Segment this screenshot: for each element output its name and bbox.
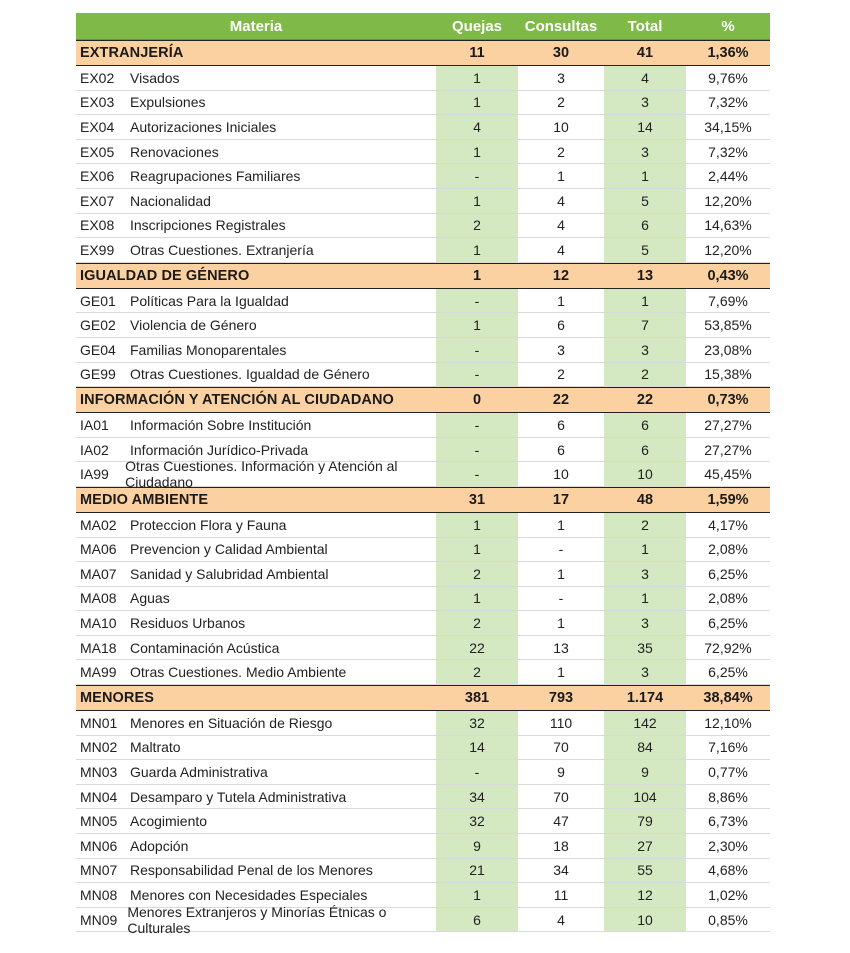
- item-materia: [76, 785, 436, 809]
- item-code: MA10: [80, 615, 117, 632]
- category-percent: 1,36%: [707, 45, 749, 61]
- table-row: [76, 91, 770, 116]
- item-materia: [76, 313, 436, 337]
- item-code: MN06: [80, 837, 118, 854]
- category-row: [76, 685, 770, 711]
- item-code: EX04: [80, 118, 115, 135]
- table-row: [76, 413, 770, 438]
- item-name: Otras Cuestiones. Extranjería: [130, 241, 314, 258]
- item-consultas: 70: [553, 788, 569, 805]
- item-name: Otras Cuestiones. Igualdad de Género: [130, 366, 370, 383]
- category-name: INFORMACIÓN Y ATENCIÓN AL CIUDADANO: [80, 392, 394, 409]
- item-name: Responsabilidad Penal de los Menores: [130, 862, 373, 879]
- item-total: 84: [604, 736, 686, 760]
- item-name: Proteccion Flora y Fauna: [130, 516, 287, 533]
- item-consultas: -: [558, 590, 564, 607]
- category-name: MENORES: [80, 690, 155, 707]
- item-consultas: 11: [553, 887, 569, 904]
- item-materia: [76, 513, 436, 537]
- item-name: Aguas: [130, 590, 170, 607]
- table-row: [76, 513, 770, 538]
- item-name: Prevencion y Calidad Ambiental: [130, 541, 328, 558]
- item-percent: 27,27%: [704, 441, 752, 458]
- item-quejas: 14: [436, 736, 518, 760]
- item-total: 4: [604, 66, 686, 90]
- item-name: Renovaciones: [130, 143, 219, 160]
- item-percent: 7,32%: [708, 94, 748, 111]
- item-total: 5: [604, 189, 686, 213]
- item-quejas: 1: [436, 91, 518, 115]
- item-materia: [76, 587, 436, 611]
- table-row: [76, 189, 770, 214]
- item-code: EX03: [80, 94, 115, 111]
- item-consultas: 4: [557, 217, 565, 234]
- header-quejas: Quejas: [451, 17, 503, 35]
- table-row: [76, 289, 770, 314]
- item-materia: [76, 214, 436, 238]
- item-quejas: 1: [436, 313, 518, 337]
- item-percent: 2,44%: [708, 168, 748, 185]
- item-percent: 6,25%: [708, 664, 748, 681]
- item-consultas: 1: [557, 565, 565, 582]
- item-total: 2: [604, 363, 686, 387]
- item-code: MN07: [80, 862, 118, 879]
- table-row: [76, 809, 770, 834]
- item-percent: 7,32%: [708, 143, 748, 160]
- table-row: [76, 760, 770, 785]
- item-materia: [76, 289, 436, 313]
- item-consultas: 1: [557, 516, 565, 533]
- category-percent: 0,73%: [707, 392, 749, 409]
- item-percent: 8,86%: [708, 788, 748, 805]
- item-materia: [76, 189, 436, 213]
- item-consultas: 70: [553, 739, 569, 756]
- item-materia: [76, 140, 436, 164]
- item-percent: 1,02%: [708, 887, 748, 904]
- item-total: 35: [604, 636, 686, 660]
- item-total: 1: [604, 289, 686, 313]
- item-percent: 7,16%: [708, 739, 748, 756]
- item-percent: 9,76%: [708, 69, 748, 86]
- item-total: 1: [604, 587, 686, 611]
- item-quejas: 4: [436, 115, 518, 139]
- item-percent: 15,38%: [704, 366, 752, 383]
- item-materia: [76, 115, 436, 139]
- item-name: Políticas Para la Igualdad: [130, 292, 289, 309]
- table-header: [76, 13, 770, 40]
- item-quejas: 1: [436, 513, 518, 537]
- item-percent: 6,25%: [708, 615, 748, 632]
- item-name: Guarda Administrativa: [130, 764, 268, 781]
- item-quejas: -: [436, 164, 518, 188]
- item-name: Desamparo y Tutela Administrativa: [130, 788, 347, 805]
- item-consultas: 47: [553, 813, 569, 830]
- item-code: MA07: [80, 565, 117, 582]
- item-quejas: 21: [436, 859, 518, 883]
- category-quejas: 1: [472, 267, 482, 284]
- item-code: EX08: [80, 217, 115, 234]
- item-total: 5: [604, 238, 686, 262]
- item-name: Sanidad y Salubridad Ambiental: [130, 565, 329, 582]
- item-code: GE04: [80, 341, 116, 358]
- item-consultas: 10: [553, 466, 569, 483]
- table-row: [76, 338, 770, 363]
- table-row: [76, 636, 770, 661]
- item-materia: [76, 611, 436, 635]
- item-percent: 23,08%: [704, 341, 752, 358]
- item-code: MA02: [80, 516, 117, 533]
- item-total: 6: [604, 214, 686, 238]
- item-consultas: 110: [549, 714, 573, 731]
- item-quejas: -: [436, 289, 518, 313]
- item-total: 6: [604, 438, 686, 462]
- table-row: [76, 66, 770, 91]
- item-name: Adopción: [130, 837, 189, 854]
- item-name: Otras Cuestiones. Medio Ambiente: [130, 664, 347, 681]
- item-quejas: -: [436, 462, 518, 486]
- item-percent: 0,85%: [708, 911, 748, 928]
- item-total: 14: [604, 115, 686, 139]
- item-percent: 27,27%: [704, 416, 752, 433]
- table-row: [76, 538, 770, 563]
- item-consultas: 3: [557, 69, 565, 86]
- category-percent: 1,59%: [707, 491, 749, 508]
- item-quejas: 1: [436, 587, 518, 611]
- item-consultas: 1: [557, 664, 565, 681]
- item-materia: [76, 903, 436, 936]
- table-row: [76, 562, 770, 587]
- item-name: Nacionalidad: [130, 192, 211, 209]
- item-total: 1: [604, 538, 686, 562]
- item-percent: 0,77%: [708, 764, 748, 781]
- item-percent: 6,25%: [708, 565, 748, 582]
- item-name: Menores en Situación de Riesgo: [130, 714, 333, 731]
- item-percent: 4,17%: [708, 516, 748, 533]
- item-consultas: 6: [557, 317, 565, 334]
- item-name: Información Sobre Institución: [130, 416, 312, 433]
- item-code: MN05: [80, 813, 118, 830]
- item-percent: 7,69%: [708, 292, 748, 309]
- item-name: Familias Monoparentales: [130, 341, 287, 358]
- table-row: [76, 115, 770, 140]
- table-row: [76, 660, 770, 685]
- item-percent: 14,63%: [704, 217, 752, 234]
- item-consultas: 1: [557, 168, 565, 185]
- table-row: [76, 140, 770, 165]
- item-percent: 2,08%: [708, 541, 748, 558]
- item-total: 3: [604, 562, 686, 586]
- item-materia: [76, 809, 436, 833]
- item-name: Violencia de Género: [130, 317, 257, 334]
- item-consultas: 3: [557, 341, 565, 358]
- category-name: EXTRANJERÍA: [80, 45, 184, 61]
- item-total: 3: [604, 338, 686, 362]
- item-materia: [76, 562, 436, 586]
- table-row: [76, 785, 770, 810]
- item-total: 2: [604, 513, 686, 537]
- item-materia: [76, 413, 436, 437]
- category-percent: 38,84%: [703, 690, 753, 707]
- item-quejas: 2: [436, 562, 518, 586]
- item-code: MN04: [80, 788, 118, 805]
- category-consultas: 30: [552, 45, 570, 61]
- statistics-table: [76, 13, 770, 936]
- category-quejas: 31: [468, 491, 486, 508]
- table-row: [76, 834, 770, 859]
- item-consultas: 10: [553, 118, 569, 135]
- table-row: [76, 164, 770, 189]
- item-code: MN08: [80, 887, 118, 904]
- item-consultas: 4: [557, 241, 565, 258]
- category-row: [76, 263, 770, 289]
- item-code: EX06: [80, 168, 115, 185]
- category-name: MEDIO AMBIENTE: [80, 491, 209, 508]
- item-materia: [76, 91, 436, 115]
- item-quejas: 1: [436, 140, 518, 164]
- item-code: MA18: [80, 639, 117, 656]
- item-quejas: 1: [436, 66, 518, 90]
- item-consultas: -: [558, 541, 564, 558]
- item-name: Información Jurídico-Privada: [130, 441, 309, 458]
- item-name: Otras Cuestiones. Información y Atención al Ciudadano: [125, 458, 398, 491]
- item-total: 3: [604, 140, 686, 164]
- item-quejas: -: [436, 413, 518, 437]
- item-name: Menores Extranjeros y Minorías Étnicas o Culturales: [127, 903, 387, 936]
- item-code: IA99: [80, 466, 109, 483]
- header-total: Total: [627, 17, 663, 35]
- item-quejas: 32: [436, 809, 518, 833]
- item-consultas: 4: [557, 192, 565, 209]
- item-name: Autorizaciones Iniciales: [130, 118, 277, 135]
- item-total: 55: [604, 859, 686, 883]
- item-materia: [76, 859, 436, 883]
- item-total: 10: [604, 908, 686, 932]
- table-row: [76, 587, 770, 612]
- table-row: [76, 238, 770, 263]
- category-quejas: 0: [472, 392, 482, 409]
- item-percent: 2,08%: [708, 590, 748, 607]
- item-quejas: 1: [436, 189, 518, 213]
- item-quejas: -: [436, 338, 518, 362]
- item-total: 9: [604, 760, 686, 784]
- item-code: EX99: [80, 241, 115, 258]
- item-total: 104: [604, 785, 686, 809]
- item-code: EX05: [80, 143, 115, 160]
- table-row: [76, 611, 770, 636]
- category-total: 1.174: [626, 690, 664, 707]
- item-materia: [76, 711, 436, 735]
- table-row: [76, 363, 770, 388]
- item-quejas: 2: [436, 660, 518, 684]
- category-percent: 0,43%: [707, 267, 749, 284]
- table-row: [76, 711, 770, 736]
- item-name: Residuos Urbanos: [130, 615, 246, 632]
- item-materia: [76, 66, 436, 90]
- item-name: Maltrato: [130, 739, 181, 756]
- item-name: Expulsiones: [130, 94, 206, 111]
- item-percent: 72,92%: [704, 639, 752, 656]
- table-row: [76, 736, 770, 761]
- item-code: MN09: [80, 911, 118, 928]
- item-materia: [76, 660, 436, 684]
- item-total: 1: [604, 164, 686, 188]
- item-materia: [76, 164, 436, 188]
- item-consultas: 34: [553, 862, 569, 879]
- category-quejas: 381: [464, 690, 490, 707]
- item-percent: 12,20%: [704, 192, 752, 209]
- item-consultas: 6: [557, 416, 565, 433]
- item-percent: 34,15%: [704, 118, 752, 135]
- item-percent: 45,45%: [704, 466, 752, 483]
- item-quejas: 6: [436, 908, 518, 932]
- category-consultas: 22: [552, 392, 570, 409]
- item-percent: 12,10%: [704, 714, 752, 731]
- table-body: [76, 40, 770, 936]
- item-quejas: 2: [436, 611, 518, 635]
- item-code: MA99: [80, 664, 117, 681]
- item-name: Reagrupaciones Familiares: [130, 168, 301, 185]
- item-percent: 2,30%: [708, 837, 748, 854]
- category-quejas: 11: [469, 45, 485, 61]
- item-total: 12: [604, 883, 686, 907]
- header-percent: %: [721, 17, 735, 35]
- item-materia: [76, 538, 436, 562]
- category-consultas: 17: [552, 491, 570, 508]
- category-total: 13: [636, 267, 654, 284]
- item-name: Visados: [130, 69, 180, 86]
- item-code: MN01: [80, 714, 118, 731]
- table-row: [76, 313, 770, 338]
- category-row: [76, 487, 770, 513]
- item-consultas: 18: [553, 837, 569, 854]
- item-code: IA02: [80, 441, 109, 458]
- item-name: Contaminación Acústica: [130, 639, 280, 656]
- table-row: [76, 903, 770, 936]
- header-materia: Materia: [229, 17, 283, 35]
- table-row: [76, 458, 770, 491]
- item-materia: [76, 760, 436, 784]
- category-total: 48: [636, 491, 654, 508]
- item-quejas: -: [436, 760, 518, 784]
- item-consultas: 9: [557, 764, 565, 781]
- item-total: 6: [604, 413, 686, 437]
- item-name: Inscripciones Registrales: [130, 217, 286, 234]
- item-total: 3: [604, 611, 686, 635]
- category-row: [76, 40, 770, 66]
- item-materia: [76, 636, 436, 660]
- item-materia: [76, 363, 436, 387]
- item-code: MN03: [80, 764, 118, 781]
- item-code: GE02: [80, 317, 116, 334]
- item-quejas: 22: [436, 636, 518, 660]
- item-percent: 4,68%: [708, 862, 748, 879]
- item-name: Acogimiento: [130, 813, 208, 830]
- item-total: 27: [604, 834, 686, 858]
- item-consultas: 2: [557, 94, 565, 111]
- item-percent: 12,20%: [704, 241, 752, 258]
- item-consultas: 13: [553, 639, 569, 656]
- item-consultas: 6: [557, 441, 565, 458]
- item-consultas: 1: [557, 615, 565, 632]
- item-materia: [76, 238, 436, 262]
- item-total: 142: [604, 711, 686, 735]
- item-quejas: 9: [436, 834, 518, 858]
- item-quejas: -: [436, 363, 518, 387]
- item-quejas: 34: [436, 785, 518, 809]
- item-percent: 53,85%: [704, 317, 752, 334]
- table-row: [76, 859, 770, 884]
- table-row: [76, 214, 770, 239]
- item-quejas: 2: [436, 214, 518, 238]
- item-quejas: 32: [436, 711, 518, 735]
- item-name: Menores con Necesidades Especiales: [130, 887, 368, 904]
- item-materia: [76, 736, 436, 760]
- item-total: 7: [604, 313, 686, 337]
- category-name: IGUALDAD DE GÉNERO: [80, 267, 250, 284]
- item-total: 3: [604, 91, 686, 115]
- item-consultas: 1: [557, 292, 565, 309]
- category-total: 22: [636, 392, 654, 409]
- item-materia: [76, 834, 436, 858]
- item-consultas: 2: [557, 366, 565, 383]
- item-code: EX07: [80, 192, 115, 209]
- category-total: 41: [636, 45, 654, 61]
- item-code: MA06: [80, 541, 117, 558]
- item-quejas: 1: [436, 538, 518, 562]
- category-consultas: 12: [552, 267, 570, 284]
- item-percent: 6,73%: [708, 813, 748, 830]
- item-code: GE01: [80, 292, 116, 309]
- item-materia: [76, 338, 436, 362]
- item-materia: [76, 458, 436, 491]
- item-quejas: 1: [436, 238, 518, 262]
- item-total: 10: [604, 462, 686, 486]
- item-code: GE99: [80, 366, 116, 383]
- item-code: MN02: [80, 739, 118, 756]
- item-consultas: 4: [557, 911, 565, 928]
- category-row: [76, 387, 770, 413]
- item-code: MA08: [80, 590, 117, 607]
- header-consultas: Consultas: [524, 17, 598, 35]
- item-code: EX02: [80, 69, 115, 86]
- category-consultas: 793: [548, 690, 574, 707]
- item-total: 3: [604, 660, 686, 684]
- item-quejas: 1: [436, 883, 518, 907]
- item-quejas: -: [436, 438, 518, 462]
- item-total: 79: [604, 809, 686, 833]
- item-consultas: 2: [557, 143, 565, 160]
- item-code: IA01: [80, 416, 109, 433]
